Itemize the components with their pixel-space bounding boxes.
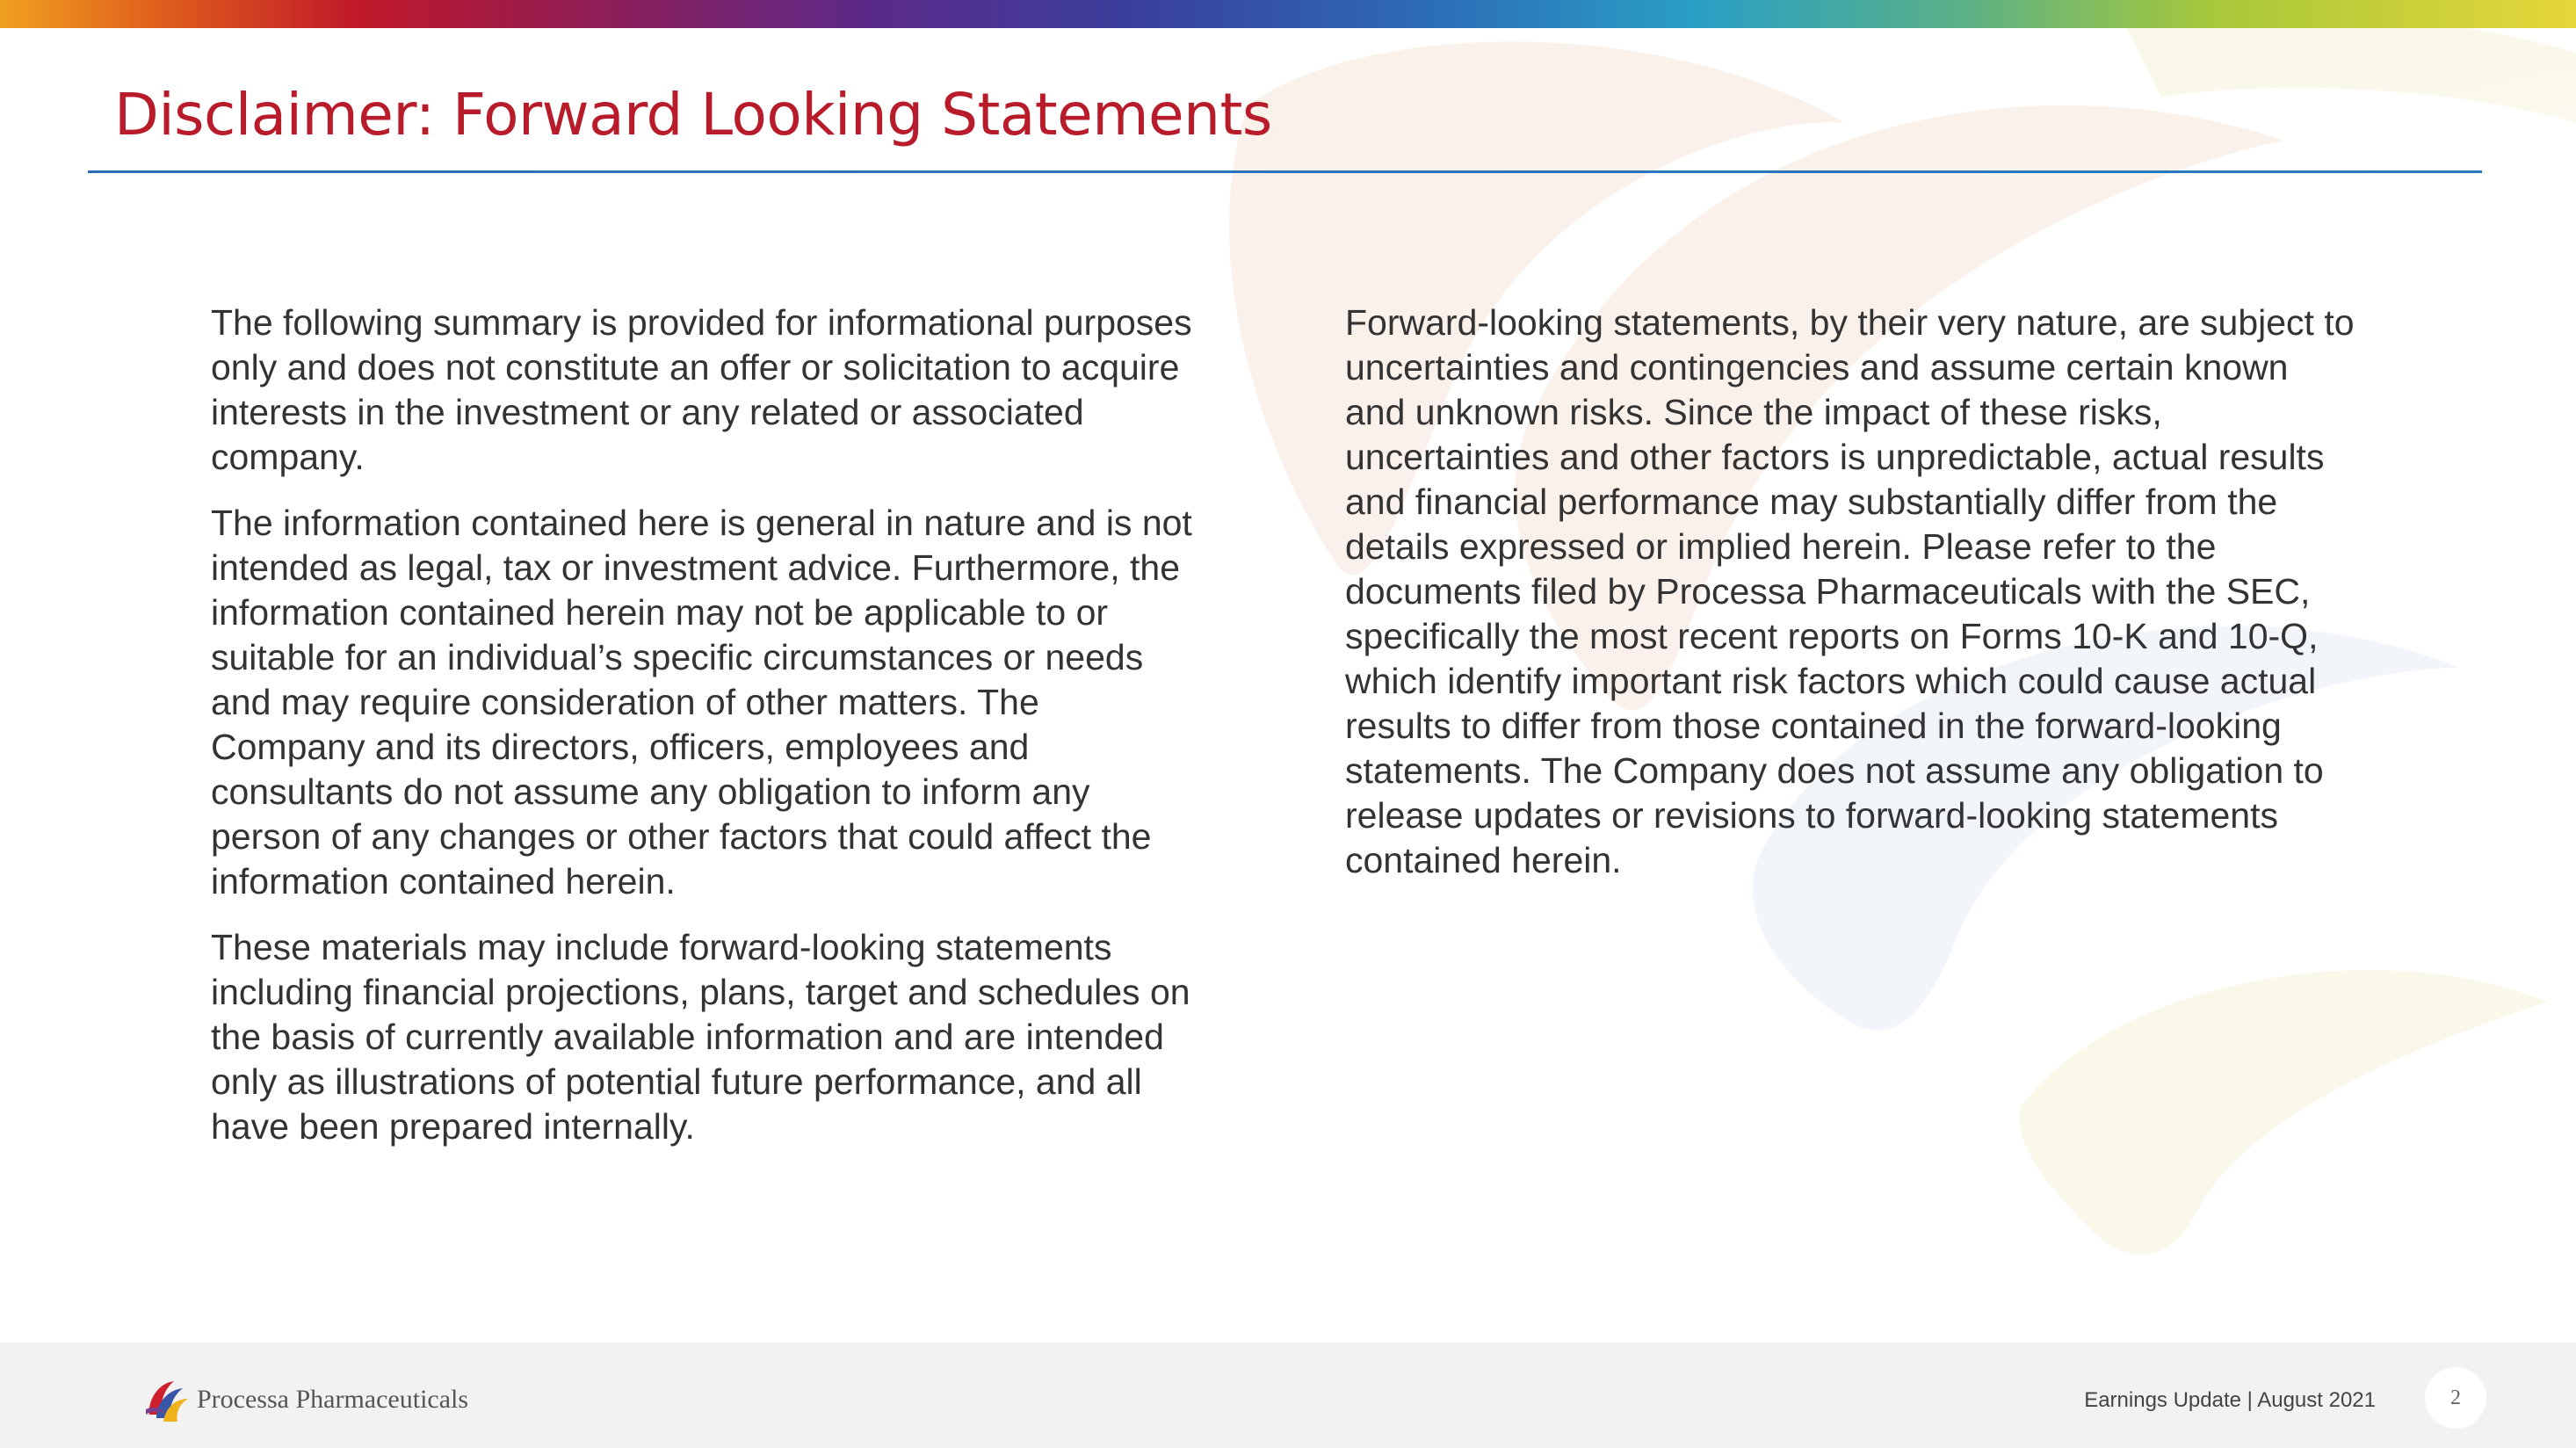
page-title: Disclaimer: Forward Looking Statements	[114, 81, 1272, 148]
page-number: 2	[2450, 1386, 2461, 1409]
title-divider	[88, 170, 2482, 173]
left-paragraph-3: These materials may include forward-looking statements including financial projections, plans, target and schedules on the basis of currently available information and are intended only as illustrations of potential future performance, and all have been prepared internally.	[211, 927, 1190, 1147]
left-text-column	[211, 300, 1195, 1170]
right-text-column	[1345, 300, 2355, 904]
footer-caption: Earnings Update | August 2021	[2084, 1388, 2376, 1412]
top-gradient-bar	[0, 0, 2576, 28]
processa-swirl-logo-icon	[141, 1374, 192, 1425]
left-paragraph-2: The information contained here is general in nature and is not intended as legal, tax or investment advice. Furthermore, the information contained herein may not be applicable to or suitable for an individual’s specific circumstances or needs and may require consideration of other matters. The Company and its directors, officers, employees and consultants do not assume any obligation to inform any person of any changes or other factors that could affect the information contained herein.	[211, 503, 1192, 901]
company-logo	[141, 1374, 468, 1425]
page-number-badge	[2425, 1367, 2486, 1429]
logo-text: Processa Pharmaceuticals	[197, 1385, 469, 1414]
right-paragraph-1: Forward-looking statements, by their very nature, are subject to uncertainties and contingencies and assume certain known and unknown risks. Since the impact of these risks, uncertainties and other factors is unpredictable, actual results and financial performance may substantially differ from the details expressed or implied herein. Please refer to the documents filed by Processa Pharmaceuticals with the SEC, specifically the most recent reports on Forms 10-K and 10-Q, which identify important risk factors which could cause actual results to differ from those contained in the forward-looking statements. The Company does not assume any obligation to release updates or revisions to forward-looking statements contained herein.	[1345, 302, 2355, 880]
left-paragraph-1: The following summary is provided for informational purposes only and does not constitute an offer or solicitation to acquire interests in the investment or any related or associated company.	[211, 302, 1192, 477]
